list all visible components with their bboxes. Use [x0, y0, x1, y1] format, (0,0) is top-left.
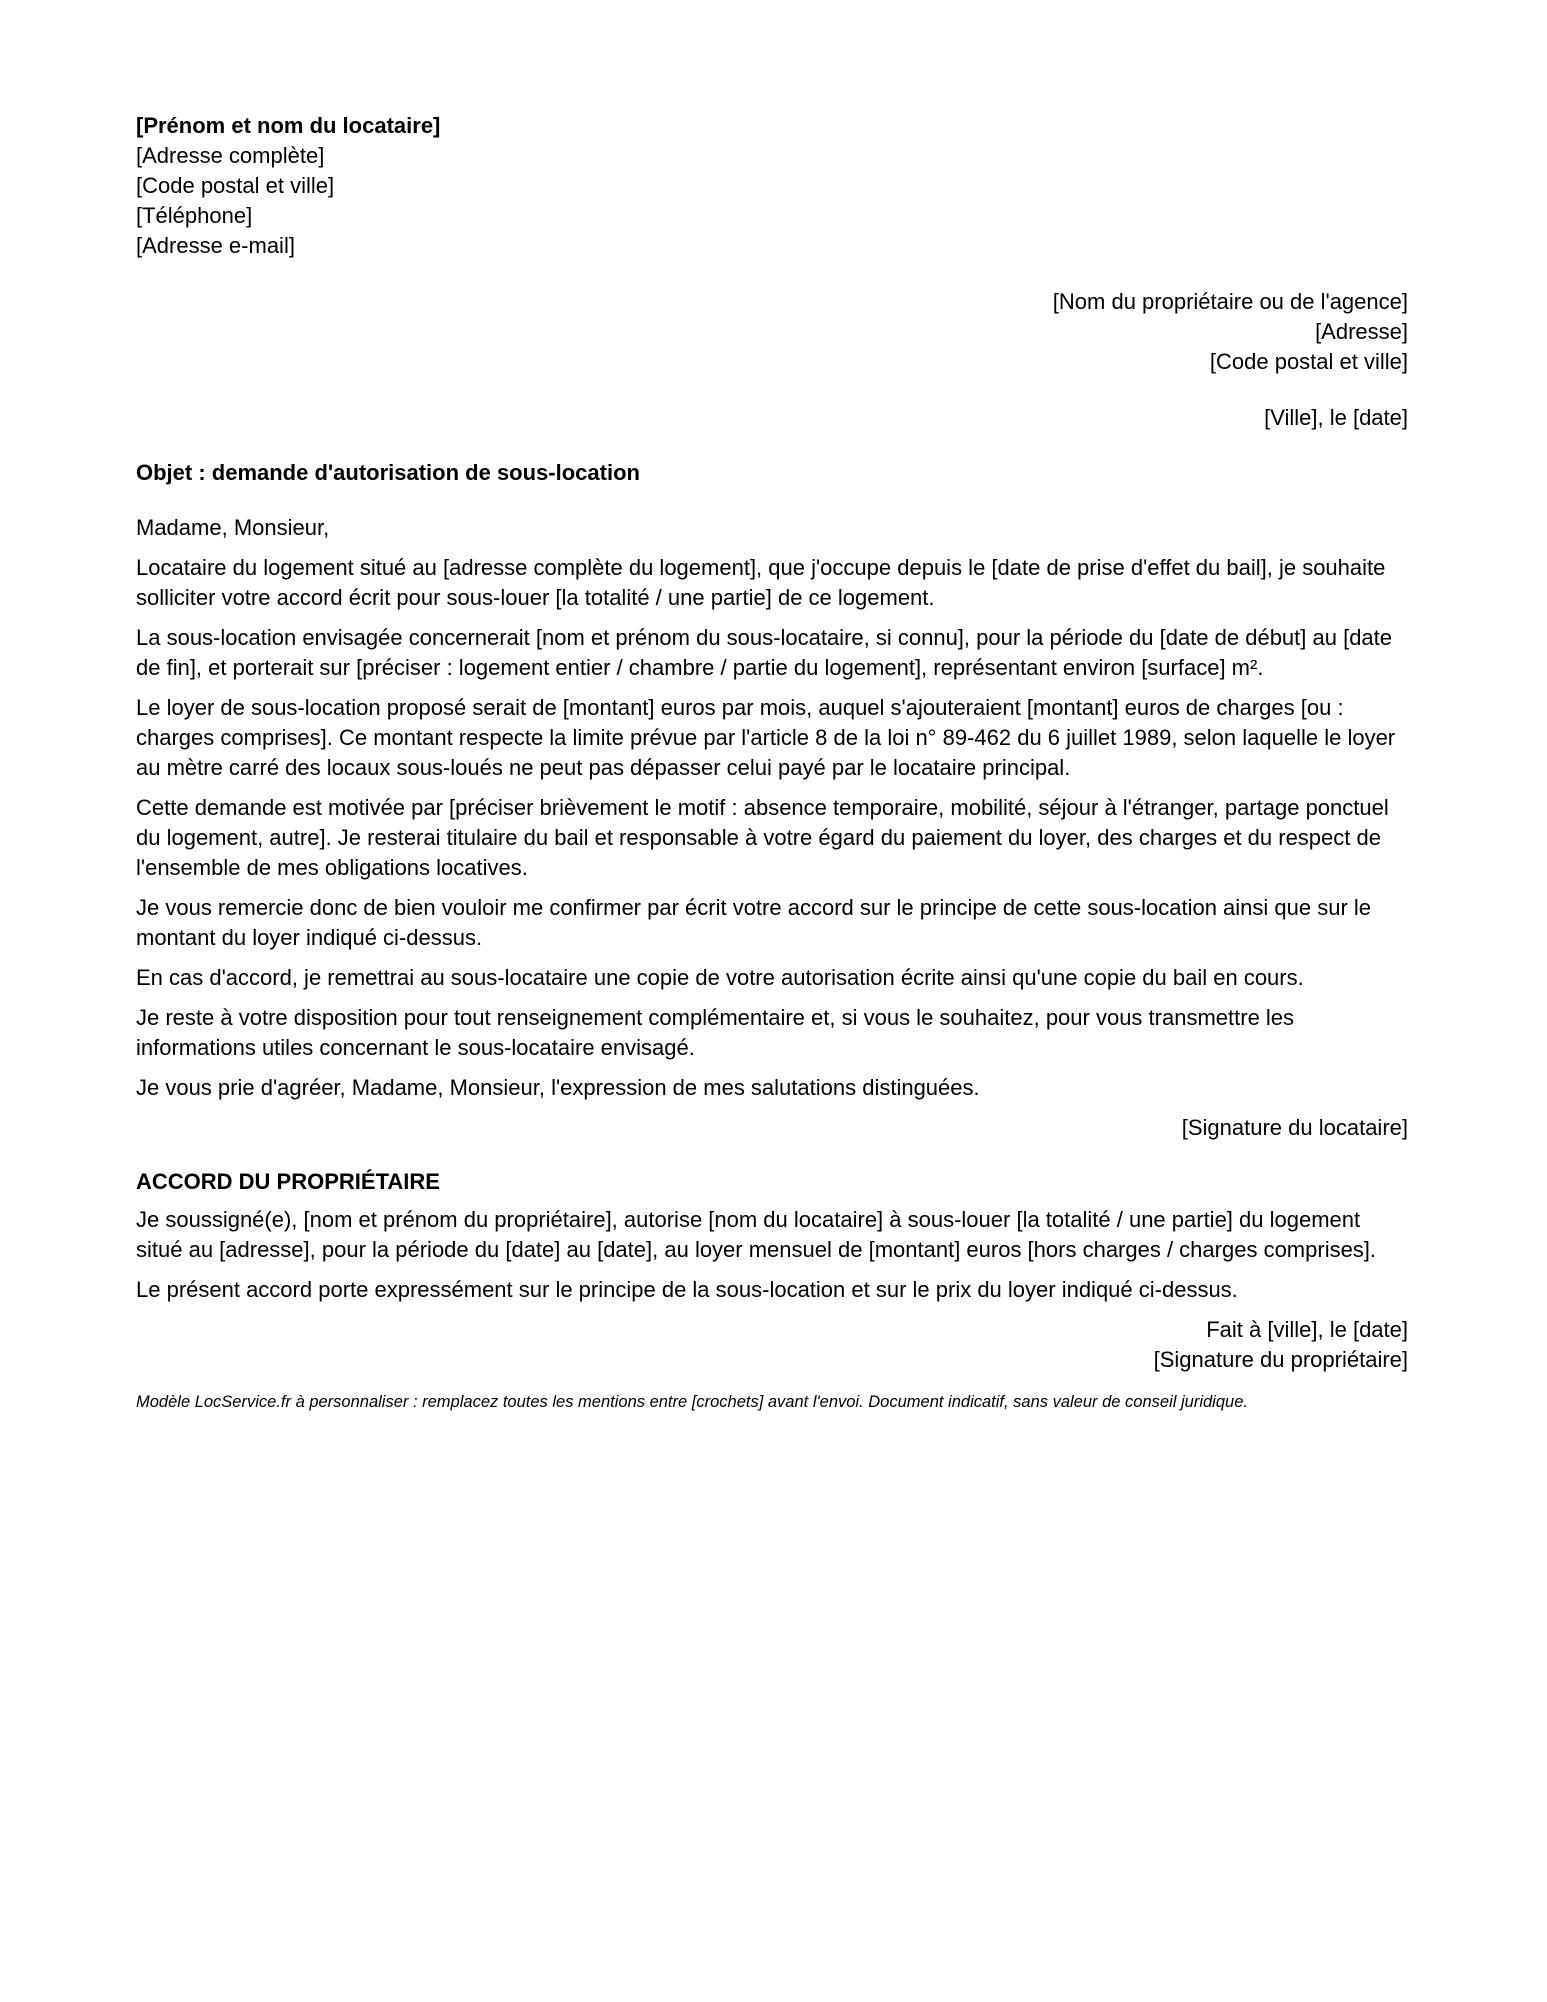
salutation: Madame, Monsieur, [136, 515, 330, 540]
closing-formula: Je vous prie d'agréer, Madame, Monsieur, l'expression de mes salutations distinguées. [136, 1075, 980, 1100]
owner-paragraph: Le présent accord porte expressément sur le principe de la sous-location et sur le prix du loyer indiqué ci-dessus. [136, 1277, 1238, 1302]
body-paragraph: Le loyer de sous-location proposé serait de [montant] euros par mois, auquel s'ajouteraient [montant] euros de charges [ou : charges comprises]. Ce montant respecte la limite prévue par l'article 8 de la loi n° 89-462 du 6 juillet 1989, selon laquelle le loyer au mètre carré des locaux sous-loués ne peut pas dépasser celui payé par le locataire principal. [136, 695, 1396, 780]
owner-closing [136, 1315, 1408, 1375]
owner-signature: [Signature du propriétaire] [1153, 1347, 1408, 1372]
owner-place-date: Fait à [ville], le [date] [1206, 1317, 1408, 1342]
sender-name: [Prénom et nom du locataire] [136, 113, 441, 138]
sender-postal-city: [Code postal et ville] [136, 173, 335, 198]
recipient-block [136, 287, 1408, 377]
recipient-address: [Adresse] [1315, 319, 1408, 344]
footnote: Modèle LocService.fr à personnaliser : remplacez toutes les mentions entre [crochets] avant l'envoi. Document indicatif, sans valeur de conseil juridique. [136, 1393, 1248, 1411]
body-paragraph: La sous-location envisagée concernerait [nom et prénom du sous-locataire, si connu], pour la période du [date de début] au [date de fin], et porterait sur [préciser : logement entier / chambre / partie du logement], représentant environ [surface] m². [136, 625, 1393, 680]
body-paragraph: En cas d'accord, je remettrai au sous-locataire une copie de votre autorisation écrite ainsi qu'une copie du bail en cours. [136, 965, 1304, 990]
subject-line: Objet : demande d'autorisation de sous-location [136, 460, 640, 485]
tenant-signature: [Signature du locataire] [1181, 1115, 1408, 1140]
recipient-postal-city: [Code postal et ville] [1209, 349, 1408, 374]
place-date: [Ville], le [date] [1264, 405, 1408, 430]
sender-phone: [Téléphone] [136, 203, 253, 228]
sender-email: [Adresse e-mail] [136, 233, 295, 258]
owner-paragraph: Je soussigné(e), [nom et prénom du propriétaire], autorise [nom du locataire] à sous-louer [la totalité / une partie] du logement situé au [adresse], pour la période du [date] au [date], au loyer mensuel de [montant] euros [hors charges / charges comprises]. [136, 1207, 1377, 1262]
sender-address: [Adresse complète] [136, 143, 325, 168]
recipient-name: [Nom du propriétaire ou de l'agence] [1052, 289, 1408, 314]
body-paragraph: Je vous remercie donc de bien vouloir me confirmer par écrit votre accord sur le principe de cette sous-location ainsi que sur le montant du loyer indiqué ci-dessus. [136, 895, 1372, 950]
body-paragraph: Je reste à votre disposition pour tout renseignement complémentaire et, si vous le souhaitez, pour vous transmettre les informations utiles concernant le sous-locataire envisagé. [136, 1005, 1295, 1060]
body-paragraph: Locataire du logement situé au [adresse complète du logement], que j'occupe depuis le [date de prise d'effet du bail], je souhaite solliciter votre accord écrit pour sous-louer [la totalité / une partie] de ce logement. [136, 555, 1386, 610]
sender-block [136, 111, 1408, 261]
body-paragraph: Cette demande est motivée par [préciser brièvement le motif : absence temporaire, mobilité, séjour à l'étranger, partage ponctuel du logement, autre]. Je resterai titulaire du bail et responsable à votre égard du paiement du loyer, des charges et du respect de l'ensemble de mes obligations locatives. [136, 795, 1389, 880]
letter-page [136, 111, 1408, 1413]
owner-section-title: ACCORD DU PROPRIÉTAIRE [136, 1169, 440, 1194]
